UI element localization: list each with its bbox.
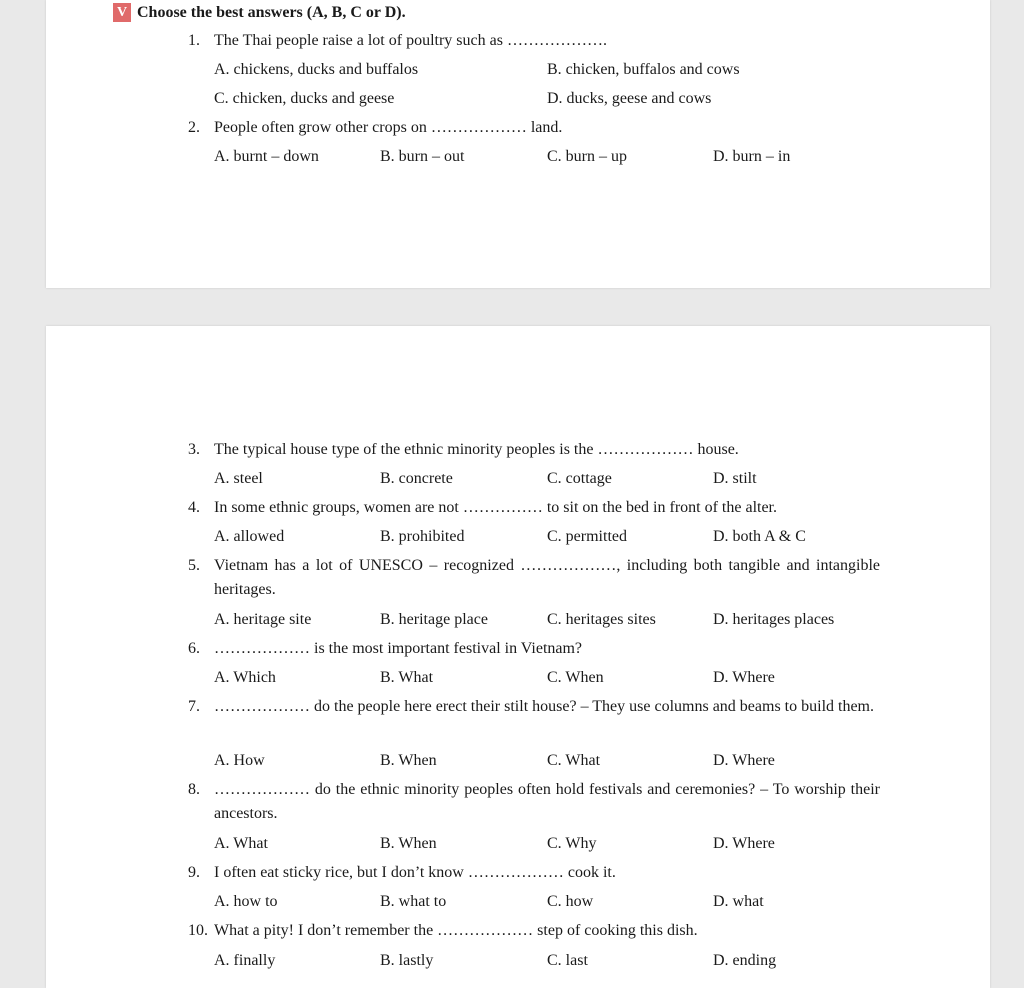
option-d: D. stilt xyxy=(713,470,757,487)
question-number: 1. xyxy=(188,32,200,49)
option-d: D. burn – in xyxy=(713,148,791,165)
option-d: D. both A & C xyxy=(713,528,806,545)
option-d: D. heritages places xyxy=(713,611,835,628)
option-a: A. Which xyxy=(214,669,276,686)
option-c: C. What xyxy=(547,752,601,769)
option-b: B. When xyxy=(380,752,437,769)
option-d: D. ending xyxy=(713,952,777,969)
question-text: ……………… do the ethnic minority peoples often hold festivals and ceremonies? – To worship their ancestors. xyxy=(214,781,880,822)
question-text: People often grow other crops on ……………… land. xyxy=(214,119,563,136)
option-c: C. heritages sites xyxy=(547,611,656,628)
option-d: D. Where xyxy=(713,835,775,852)
question-number: 10. xyxy=(188,922,208,939)
option-a: A. allowed xyxy=(214,528,285,545)
option-a: A. How xyxy=(214,752,265,769)
option-b: B. burn – out xyxy=(380,148,465,165)
section-badge: V xyxy=(113,3,131,22)
option-b: B. lastly xyxy=(380,952,434,969)
option-c: C. chicken, ducks and geese xyxy=(214,90,395,107)
option-a: A. burnt – down xyxy=(214,148,319,165)
option-a: A. What xyxy=(214,835,268,852)
option-a: A. steel xyxy=(214,470,263,487)
option-c: C. cottage xyxy=(547,470,612,487)
option-a: A. chickens, ducks and buffalos xyxy=(214,61,419,78)
option-b: B. prohibited xyxy=(380,528,465,545)
question-number: 7. xyxy=(188,698,200,715)
question-text: In some ethnic groups, women are not …………… to sit on the bed in front of the alter. xyxy=(214,499,777,516)
option-b: B. chicken, buffalos and cows xyxy=(547,61,740,78)
option-d: D. Where xyxy=(713,752,775,769)
question-number: 2. xyxy=(188,119,200,136)
section-header xyxy=(113,3,406,22)
option-a: A. how to xyxy=(214,893,278,910)
section-title: Choose the best answers (A, B, C or D). xyxy=(137,3,406,21)
option-b: B. When xyxy=(380,835,437,852)
option-c: C. how xyxy=(547,893,594,910)
option-c: C. burn – up xyxy=(547,148,627,165)
question-number: 3. xyxy=(188,441,200,458)
option-c: C. last xyxy=(547,952,588,969)
question-number: 6. xyxy=(188,640,200,657)
question-text: ……………… do the people here erect their stilt house? – They use columns and beams to build them. xyxy=(214,698,874,715)
option-b: B. what to xyxy=(380,893,447,910)
question-text: ……………… is the most important festival in Vietnam? xyxy=(214,640,583,657)
question-text: I often eat sticky rice, but I don’t know ……………… cook it. xyxy=(214,864,616,881)
option-a: A. heritage site xyxy=(214,611,312,628)
option-b: B. concrete xyxy=(380,470,453,487)
option-b: B. What xyxy=(380,669,434,686)
option-b: B. heritage place xyxy=(380,611,488,628)
option-d: D. what xyxy=(713,893,764,910)
option-d: D. ducks, geese and cows xyxy=(547,90,712,107)
question-text: The typical house type of the ethnic minority peoples is the ……………… house. xyxy=(214,441,739,458)
option-c: C. permitted xyxy=(547,528,627,545)
option-d: D. Where xyxy=(713,669,775,686)
question-text: What a pity! I don’t remember the ……………… step of cooking this dish. xyxy=(214,922,698,939)
option-a: A. finally xyxy=(214,952,276,969)
question-number: 5. xyxy=(188,557,200,574)
option-c: C. Why xyxy=(547,835,597,852)
question-number: 4. xyxy=(188,499,200,516)
question-text: Vietnam has a lot of UNESCO – recognized ………………, including both tangible and intangible heritages. xyxy=(214,557,880,598)
option-c: C. When xyxy=(547,669,604,686)
question-number: 9. xyxy=(188,864,200,881)
question-number: 8. xyxy=(188,781,200,798)
question-text: The Thai people raise a lot of poultry such as ………………. xyxy=(214,32,607,49)
